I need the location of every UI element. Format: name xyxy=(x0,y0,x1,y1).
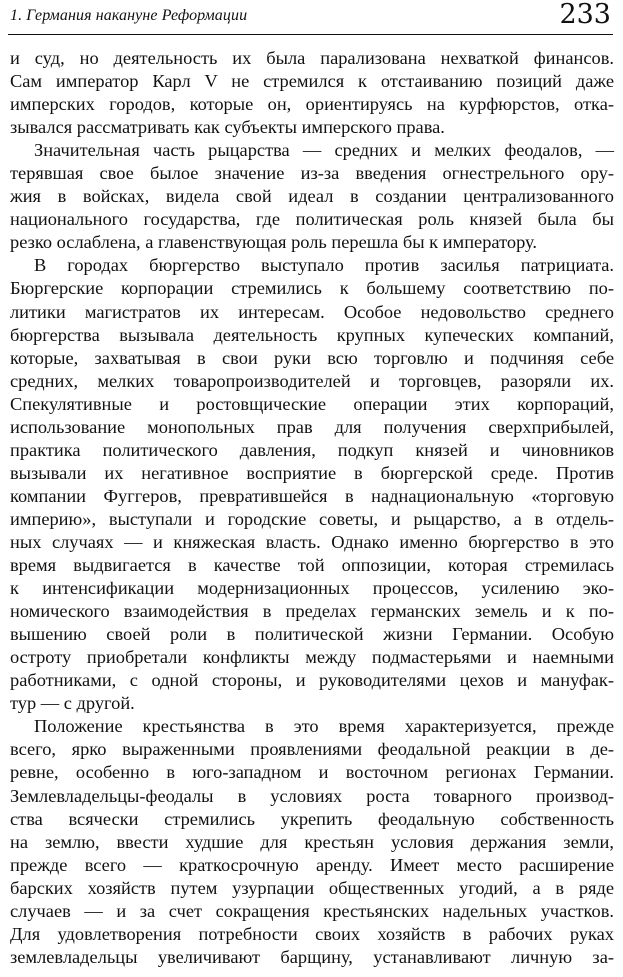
text-line: ревне, особенно в юго-западном и восточном регионах Германии. xyxy=(10,762,614,783)
text-line: имперских городов, которые он, ориентируясь на курфюрстов, отка- xyxy=(10,94,614,115)
text-line: прежде всего — краткосрочную аренду. Имеет место расширение xyxy=(10,854,614,875)
text-line: тур — с другой. xyxy=(10,693,135,714)
text-line: ства всячески стремились укрепить феодальную собственность xyxy=(10,808,614,829)
text-line: терявшая свое былое значение из-за введения огнестрельного ору- xyxy=(10,163,614,184)
text-line: всего, ярко выраженными проявлениями феодальной реакции в де- xyxy=(10,739,614,760)
text-line: Спекулятивные и ростовщические операции этих корпораций, xyxy=(10,393,614,414)
text-line: которые, захватывая в свои руки всю торговлю и подчиняя себе xyxy=(10,347,614,368)
text-line: средних, мелких товаропроизводителей и торговцев, разоряли их. xyxy=(10,370,614,391)
text-line: номического взаимодействия в пределах германских земель и к по- xyxy=(10,601,614,622)
text-line: зывался рассматривать как субъекты имперского права. xyxy=(10,117,445,138)
text-line: и суд, но деятельность их была парализована нехваткой финансов. xyxy=(10,48,614,68)
text-line: барских хозяйств путем узурпации общественных угодий, а в ряде xyxy=(10,877,614,898)
text-line: Землевладельцы-феодалы в условиях роста товарного производ- xyxy=(10,785,614,806)
text-line: жия в войсках, видела свой идеал в создании централизованного xyxy=(10,186,614,207)
page-number: 233 xyxy=(559,0,611,30)
text-line: национального государства, где политическая роль князей была бы xyxy=(10,209,614,230)
text-line: вызывали их негативное восприятие в бюргерской среде. Против xyxy=(10,462,614,483)
text-line: Сам император Карл V не стремился к отстаиванию позиций даже xyxy=(10,71,614,92)
text-line: Значительная часть рыцарства — средних и мелких феодалов, — xyxy=(34,140,614,161)
text-line: остроту приобретали конфликты между подмастерьями и наемными xyxy=(10,647,614,668)
running-header xyxy=(8,0,613,35)
text-line: к интенсификации модернизационных процессов, усилению эко- xyxy=(10,578,614,599)
text-line: вышению своей роли в политической жизни Германии. Особую xyxy=(10,624,614,645)
text-line: ных случаях — и княжеская власть. Однако именно бюргерство в это xyxy=(10,531,614,552)
text-line: резко ослаблена, а главенствующая роль перешла бы к императору. xyxy=(10,232,537,253)
text-line: Для удовлетворения потребности своих хозяйств в рабочих руках xyxy=(10,923,614,944)
text-line: время выдвигается в качестве той оппозиции, которая стремилась xyxy=(10,555,614,576)
text-line: В городах бюргерство выступало против засилья патрициата. xyxy=(34,255,614,276)
text-line: империю», выступали и городские советы, и рыцарство, а в отдель- xyxy=(10,508,614,529)
body-text xyxy=(10,47,614,969)
text-line: компании Фуггеров, превратившейся в наднациональную «торговую xyxy=(10,485,614,506)
chapter-title: 1. Германия накануне Реформации xyxy=(10,7,248,24)
text-line: использование монопольных прав для получения сверхприбылей, xyxy=(10,416,614,437)
text-line: бюргерства вызывала деятельность крупных купеческих компаний, xyxy=(10,324,614,345)
text-line: на землю, ввести худшие для крестьян условия держания земли, xyxy=(10,831,614,852)
text-line: Бюргерские корпорации стремились к большему соответствию по- xyxy=(10,278,614,299)
text-line: случаев — и за счет сокращения крестьянских надельных участков. xyxy=(10,900,614,921)
text-line: работниками, с одной стороны, и руководителями цехов и мануфак- xyxy=(10,670,614,691)
text-line: Положение крестьянства в это время характеризуется, прежде xyxy=(34,716,614,737)
text-line: землевладельцы увеличивают барщину, устанавливают личную за- xyxy=(10,946,614,967)
text-line: литики магистратов их интересам. Особое недовольство среднего xyxy=(10,301,614,322)
text-line: практика политического давления, подкуп князей и чиновников xyxy=(10,439,614,460)
